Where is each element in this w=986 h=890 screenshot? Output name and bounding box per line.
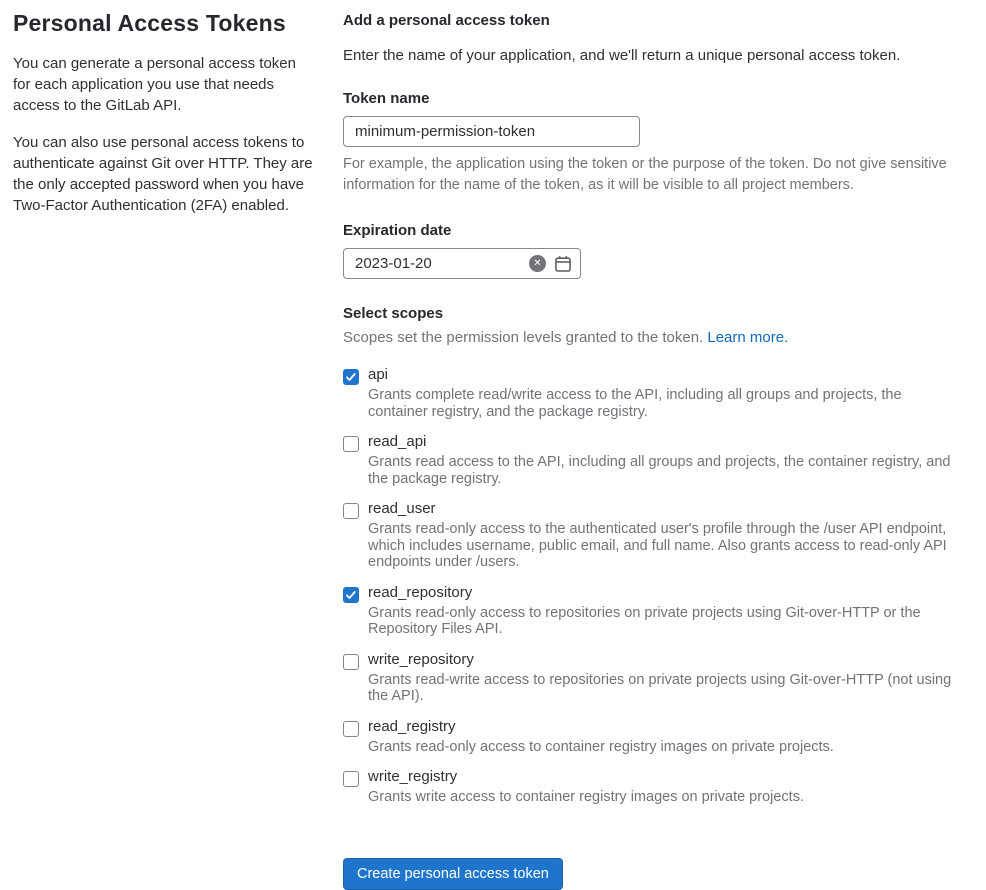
scope-description-read-api: Grants read access to the API, including all groups and projects, the container registry, and the package registry.: [368, 454, 951, 487]
page-title: Personal Access Tokens: [13, 10, 286, 36]
scope-description-write-repository: Grants read-write access to repositories on private projects using Git-over-HTTP (not using the API).: [368, 671, 952, 704]
scope-label-read-registry[interactable]: read_registry: [368, 717, 456, 735]
learn-more-link[interactable]: Learn more.: [707, 329, 789, 346]
scope-checkbox-api[interactable]: [343, 369, 359, 385]
scope-description-api: Grants complete read/write access to the API, including all groups and projects, the container registry, and the package registry.: [368, 387, 902, 420]
scopes-help: [343, 329, 963, 346]
scope-label-read-user[interactable]: read_user: [368, 500, 436, 517]
scope-checkbox-write-registry[interactable]: [343, 771, 359, 787]
scopes-section: [343, 305, 963, 806]
checkmark-icon: [345, 589, 357, 601]
scope-row-api: [343, 366, 963, 420]
expiration-date-input[interactable]: [343, 248, 581, 279]
scope-checkbox-read-api[interactable]: [343, 436, 359, 452]
page-description: [13, 53, 313, 216]
expiration-label: Expiration date: [343, 222, 452, 239]
expiration-date-value[interactable]: 2023-01-20: [355, 255, 432, 272]
token-name-section: [343, 90, 963, 196]
clear-date-icon[interactable]: ✕: [529, 255, 546, 272]
scope-row-write-registry: [343, 768, 963, 806]
scope-description-read-repository: Grants read-only access to repositories on private projects using Git-over-HTTP or the Repository Files API.: [368, 604, 921, 637]
scope-checkbox-read-registry[interactable]: [343, 721, 359, 737]
scope-row-write-repository: [343, 651, 963, 705]
select-scopes-label: Select scopes: [343, 305, 444, 322]
scope-label-read-api[interactable]: read_api: [368, 433, 427, 450]
scope-description-read-user: Grants read-only access to the authenticated user's profile through the /user API endpoint, which includes username, public email, and full name. Also grants access to read-only API endpoints under /users.: [368, 521, 947, 570]
scopes-help-text: Scopes set the permission levels granted to the token.: [343, 329, 708, 346]
token-name-help: For example, the application using the token or the purpose of the token. Do not give sensitive information for the name of the token, as it will be visible to all project members.: [343, 156, 947, 193]
expiration-section: [343, 222, 963, 279]
token-form: [343, 10, 963, 890]
scope-label-api[interactable]: api: [368, 366, 389, 383]
scope-label-write-registry[interactable]: write_registry: [368, 768, 458, 785]
page-description-paragraph: You can also use personal access tokens to authenticate against Git over HTTP. They are the only accepted password when you have Two-Factor Authentication (2FA) enabled.: [13, 134, 313, 214]
scope-row-read-user: [343, 500, 963, 571]
scope-description-read-registry: Grants read-only access to container registry images on private projects.: [368, 738, 834, 755]
checkmark-icon: [345, 371, 357, 383]
scope-checkbox-read-user[interactable]: [343, 503, 359, 519]
page-description-paragraph: You can generate a personal access token for each application you use that needs access to the GitLab API.: [13, 55, 296, 114]
description-column: [13, 10, 313, 890]
scope-description-write-registry: Grants write access to container registry images on private projects.: [368, 789, 804, 805]
form-heading: Add a personal access token: [343, 12, 550, 29]
token-name-input[interactable]: [343, 116, 640, 147]
token-name-label: Token name: [343, 90, 430, 107]
scope-row-read-api: [343, 433, 963, 487]
scope-checkbox-write-repository[interactable]: [343, 654, 359, 670]
scope-checkbox-read-repository[interactable]: [343, 587, 359, 603]
scope-row-read-registry: [343, 718, 963, 756]
calendar-icon[interactable]: [554, 255, 572, 273]
form-subheading: Enter the name of your application, and we'll return a unique personal access token.: [343, 47, 901, 64]
scope-label-read-repository[interactable]: read_repository: [368, 583, 473, 601]
scope-label-write-repository[interactable]: write_repository: [368, 650, 474, 668]
create-token-button[interactable]: Create personal access token: [343, 858, 563, 890]
scope-row-read-repository: [343, 584, 963, 638]
